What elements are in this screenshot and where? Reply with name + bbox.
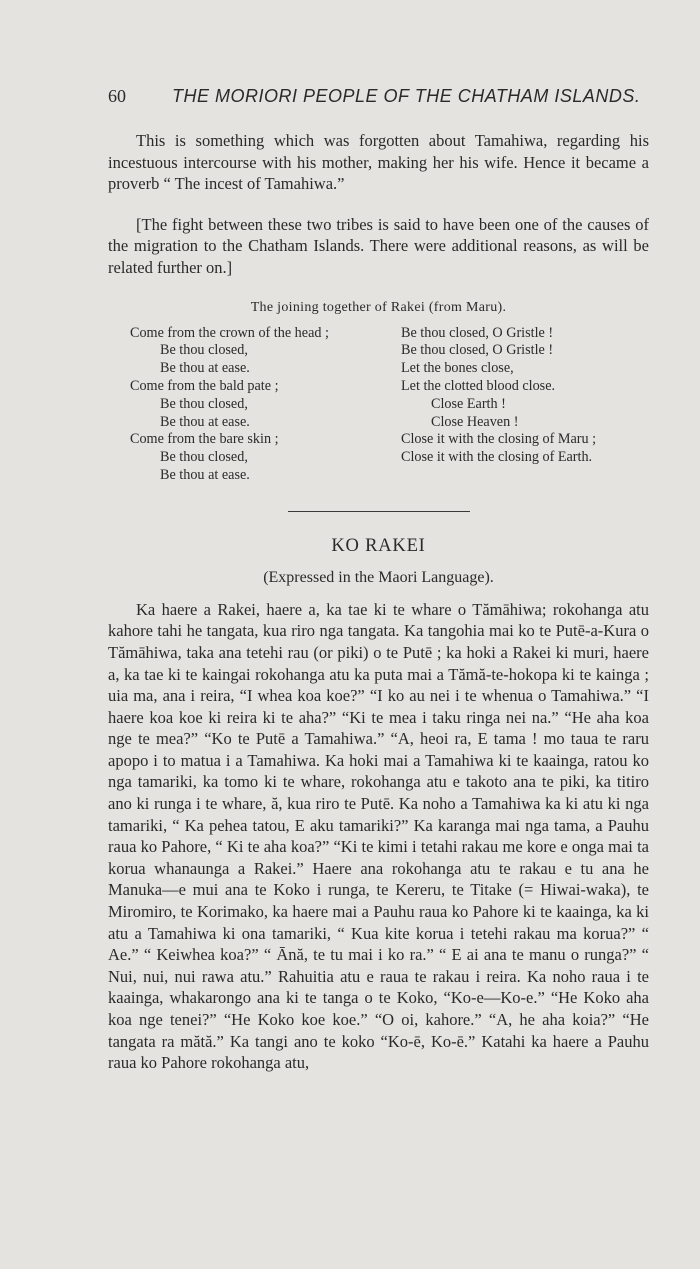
- poem-line: Let the clotted blood close.: [401, 377, 556, 394]
- poem-line: Let the bones close,: [401, 360, 514, 377]
- poem-line: Close Earth !: [431, 395, 506, 412]
- poem-line: Close Heaven !: [431, 413, 519, 430]
- paragraph-tamahiwa: This is something which was forgotten about Tamahiwa, regarding his incestuous intercourse with his mother, making her his wife. Hence it became a proverb “ The incest of Tamahiwa.”: [108, 131, 649, 194]
- maori-text: Ka haere a Rakei, haere a, ka tae ki te whare o Tămāhiwa; rokohanga atu kahore tahi he tangata, kua riro nga tangata. Ka tangohia mai ko te Putē-a-Kura o Tămāhiwa, taka ana tetehi rau (or piki) o te Putē ; ka hoki a Rakei ki muri, haere a, ka tae ki te kaingai rokohanga atu ka puta mai a Tămă-te-hokopa ki te kainga ; uia ma, ana i reira, “I whea koa koe?” “I ko au nei i te whenua o Tamahiwa.” “I haere koa koe ki reira ki te aha?” “Ki te mea i taku ringa nei na.” “He aha koa nge te mea?” “Ko te Putē a Tamahiwa.” “A, heoi ra, E tama ! mo taua te raru apopo i to matua i a Tamahiwa. Ka hoki mai a Tamahiwa ki te kaainga, ratou ko nga tamariki, ka tomo ki te whare, rokohanga atu e takoto ana te piki, ka titiro ano ki runga i te whare, ă, kua riro te Putē. Ka noho a Tamahiwa ka ki atu ki nga tamariki, “ Ka pehea tatou, E aku tamariki?” Ka karanga mai nga tama, a Pauhu raua ko Pahore, “ Ki te aha koa?” “Ki te kimi i tetahi rakau me kore e onga mai ta korua whanaunga a Rakei.” Haere ana rokohanga atu te rakau e tu ana he Manuka—e mui ana te Koko i runga, te Kereru, te Titake (= Hiwai-waka), te Miromiro, te Korimako, ka haere mai a Pauhu raua ko Pahore ki te kaainga, ka ki atu a Tamahiwa ki ona tamariki, “ Kua kite korua i tetehi rakau ma korua?” “ Ae.” “ Keiwhea koa?” “ Ānă, te tu mai i ko ra.” “ E ai ana te manu o runga?” “ Nui, nui, nui rawa atu.” Rahuitia atu e raua te rakau i reira. Ka noho raua i te kaainga, whakarongo ana ki te tanga o te Koko, “Ko-e—Ko-e.” “He Koko aha koa nge tenei?” “He Koko koe koe.” “O oi, kahore.” “A, he aha koia?” “He tangata ra mătă.” Ka tangi ano te koko “Ko-ē, Ko-ē.” Katahi ka haere a Pauhu raua ko Pahore rokohanga atu,: [108, 599, 649, 1073]
- poem-line: Come from the bare skin ;: [130, 431, 279, 448]
- poem-line: Come from the crown of the head ;: [130, 324, 329, 341]
- poem-line: Be thou closed, O Gristle !: [401, 324, 554, 341]
- poem-line: Be thou closed,: [160, 395, 248, 412]
- poem-line: Be thou at ease.: [160, 466, 250, 483]
- poem-title: The joining together of Rakei (from Maru).: [250, 299, 507, 315]
- poem-line: Come from the bald pate ;: [130, 377, 279, 394]
- paragraph-migration: [The fight between these two tribes is said to have been one of the causes of the migration to the Chatham Islands. There were additional reasons, as will be related further on.]: [108, 214, 649, 277]
- poem-left-column: [108, 325, 401, 485]
- poem-right-column: [401, 325, 649, 485]
- poem-line: Be thou at ease.: [160, 413, 250, 430]
- poem-line: Close it with the closing of Maru ;: [401, 431, 597, 448]
- section-title: KO RAKEI: [331, 535, 426, 556]
- section-divider: [288, 511, 470, 512]
- section-subtitle: (Expressed in the Maori Language).: [263, 568, 494, 586]
- poem-line: Be thou closed, O Gristle !: [401, 342, 554, 359]
- poem-line: Be thou closed,: [160, 342, 248, 359]
- page-number: 60: [108, 86, 126, 106]
- poem-line: Be thou closed,: [160, 449, 248, 466]
- running-title: THE MORIORI PEOPLE OF THE CHATHAM ISLANDS.: [172, 86, 641, 106]
- poem-line: Close it with the closing of Earth.: [401, 449, 593, 466]
- poem: [108, 325, 649, 485]
- poem-line: Be thou at ease.: [160, 360, 250, 377]
- page-body: [108, 130, 649, 1074]
